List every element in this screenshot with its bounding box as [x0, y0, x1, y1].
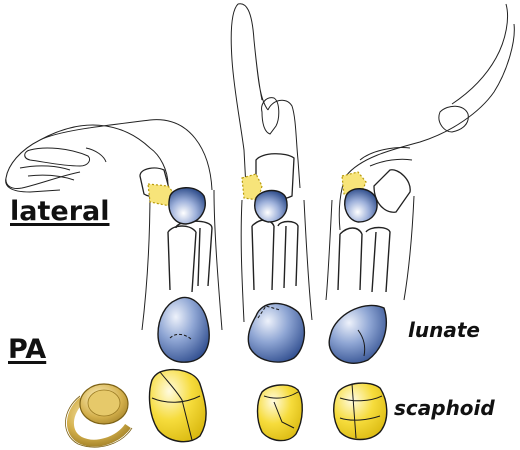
neutral-hand-outline	[231, 4, 300, 188]
extended-carpals	[342, 172, 377, 222]
flexed-finger-lines	[20, 148, 106, 180]
scaphoid-extension-pa	[334, 383, 387, 439]
pa-scaphoid-row	[150, 370, 387, 442]
neutral-carpals	[242, 174, 287, 222]
extended-capitate	[374, 170, 410, 212]
neutral-ulna	[278, 222, 298, 289]
neutral-radius	[252, 220, 274, 290]
signet-ring-illustration	[65, 384, 132, 447]
flexed-carpals	[148, 184, 205, 224]
extended-radius	[338, 228, 362, 290]
flexed-lunate-bone	[169, 188, 205, 224]
lunate-label: lunate	[408, 318, 480, 342]
lunate-extension-pa	[329, 305, 386, 363]
extended-lunate-bone	[345, 189, 377, 222]
neutral-hand-figure	[231, 4, 312, 322]
extended-palm-lines	[360, 148, 412, 167]
lunate-neutral-pa	[248, 303, 304, 362]
pa-lunate-row	[158, 297, 386, 363]
extended-hand-figure	[326, 4, 514, 300]
lateral-view-label: lateral	[10, 196, 110, 227]
extended-thumb-outline	[439, 106, 468, 132]
extended-ulna	[366, 228, 390, 293]
flexed-radius	[168, 226, 196, 292]
ring-face-inner	[88, 390, 120, 416]
scaphoid-flexion-pa	[150, 370, 207, 442]
scaphoid-label: scaphoid	[394, 396, 495, 420]
lunate-flexion-pa	[158, 297, 209, 362]
flexed-hand-outline	[6, 120, 212, 192]
flexed-thumb-outline	[25, 148, 90, 166]
pa-view-label: PA	[8, 334, 47, 365]
neutral-lunate-bone	[255, 191, 287, 223]
